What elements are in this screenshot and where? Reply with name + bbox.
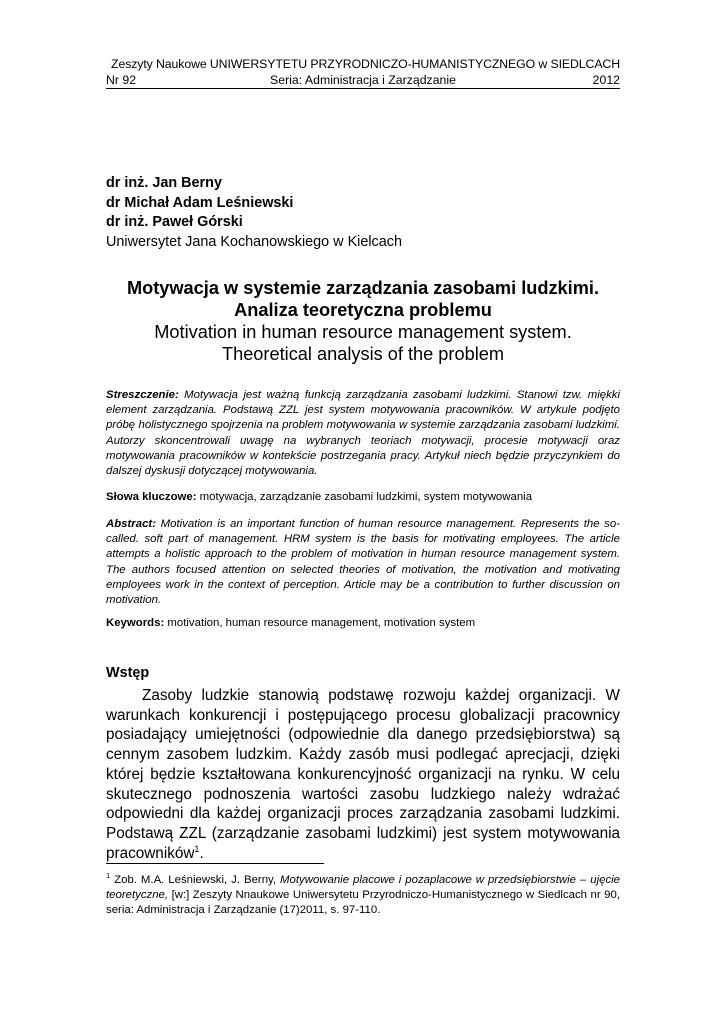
slowa-kluczowe-label: Słowa kluczowe: — [106, 491, 197, 503]
streszczenie-label: Streszczenie: — [106, 389, 179, 401]
footnote-mark: 1 — [106, 871, 111, 881]
keywords-label: Keywords: — [106, 617, 165, 629]
title-pl-line1: Motywacja w systemie zarządzania zasobami ludzkimi. — [126, 278, 600, 298]
title-pl-line2: Analiza teoretyczna problemu — [234, 300, 492, 320]
author-name: dr inż. Paweł Górski — [106, 214, 243, 230]
abstract-text: Motivation is an important function of human resource management. Represents the so-called. soft part of management. HRM system is the basis for motivating employees. The article attempts a holistic approach to the problem of motivation in human resource management system. The authors focused attention on selected theories of motivation, the motivation and motivating employees work in the context of perception. Article may be a contribution to further discussion on motivation. — [106, 518, 620, 607]
streszczenie-text: Motywacja jest ważną funkcją zarządzania zasobami ludzkimi. Stanowi tzw. miękki element zarządzania. Podstawą ZZL jest system motywowania pracowników. W artykule podjęto próbę holistycznego spojrzenia na problem motywowania w systemie zarządzania zasobami ludzkimi. Autorzy skoncentrowali uwagę na wybranych teoriach motywacji, procesie motywacji oraz motywowania pracowników w kontekście postrzegania pracy. Artykuł niech będzie przyczynkiem do dalszej dyskusji dotyczącej motywowania. — [106, 389, 620, 478]
footnote-pre: Zob. M.A. Leśniewski, J. Berny, — [110, 874, 281, 886]
header-meta-line — [106, 72, 620, 89]
title-en-line2: Theoretical analysis of the problem — [221, 344, 505, 364]
footnote-cited-title: Motywowanie placowe i pozaplacowe w przedsiębiorstwie – ujęcie teoretyczne, — [106, 874, 621, 902]
slowa-kluczowe-text: motywacja, zarządzanie zasobami ludzkimi, system motywowania — [196, 491, 533, 503]
author-affiliation: Uniwersytet Jana Kochanowskiego w Kielcach — [106, 233, 402, 250]
author-block — [106, 174, 402, 252]
abstract-block — [106, 517, 620, 608]
keywords-text: motivation, human resource management, motivation system — [164, 617, 476, 629]
footnote-reference[interactable]: 1 — [194, 843, 200, 854]
paragraph-end: . — [199, 844, 204, 862]
title-en-line1: Motivation in human resource management system. — [154, 322, 572, 342]
footnote-separator — [106, 863, 324, 864]
abstract-label: Abstract: — [106, 518, 157, 530]
issue-year: 2012 — [592, 73, 620, 87]
footnote — [106, 873, 620, 919]
paragraph-text: Zasoby ludzkie stanowią podstawę rozwoju każdej organizacji. W warunkach konkurencji i postępującego procesu globalizacji pracownicy posiadający umiejętności (odpowiednie dla danego przedsiębiorstwa) są cennym zasobem ludzkim. Każdy zasób musi podlegać aprecjacji, dzięki której będzie kształtowana konkurencyjność organizacji na rynku. W celu skutecznego podnoszenia wartości zasobu ludzkiego należy wdrażać odpowiedni dla każdej organizacji proces zarządzania zasobami ludzkimi. Podstawą ZZL (zarządzanie zasobami ludzkimi) jest system motywowania pracowników — [106, 687, 620, 862]
running-header — [106, 56, 620, 89]
keywords-block — [106, 616, 620, 631]
title-block — [106, 277, 620, 365]
footnote-post: [w:] Zeszyty Nnaukowe Uniwersytetu Przyrodniczo-Humanistycznego w Siedlcach nr 90, seria: Administracja i Zarządzanie (17)2011, s. 97-110. — [106, 889, 620, 917]
series-name: Seria: Administracja i Zarządzanie — [270, 73, 456, 87]
author-name: dr inż. Jan Berny — [106, 175, 222, 191]
body-paragraph — [106, 686, 620, 863]
journal-name: Zeszyty Naukowe UNIWERSYTETU PRZYRODNICZO-HUMANISTYCZNEGO w SIEDLCACH — [111, 57, 620, 71]
slowa-kluczowe-block — [106, 490, 620, 505]
streszczenie-block — [106, 388, 620, 479]
issue-number: Nr 92 — [106, 73, 137, 87]
section-heading: Wstęp — [106, 665, 150, 681]
author-name: dr Michał Adam Leśniewski — [106, 194, 294, 211]
